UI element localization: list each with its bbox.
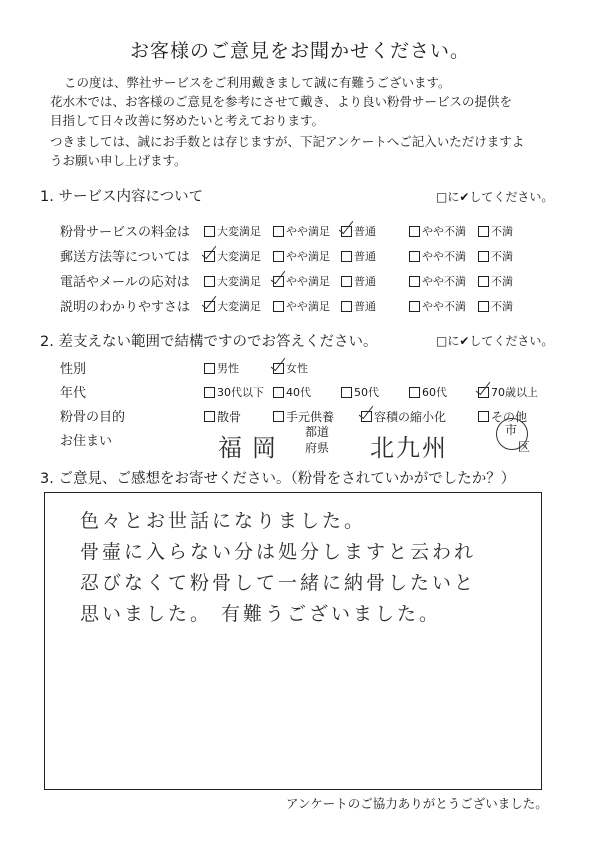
intro-line-1: この度は、弊社サービスをご利用戴きまして誠に有難うございます。 — [64, 75, 451, 90]
section2-check-hint: □に✔してください。 — [436, 334, 554, 348]
checkbox-neutral[interactable] — [341, 301, 352, 312]
section1-title: 1. サービス内容について — [40, 189, 204, 205]
checkbox-very-satisfied[interactable] — [204, 276, 215, 287]
section1-check-hint: □に✔してください。 — [436, 190, 554, 204]
gender-option-female[interactable]: 女性 — [273, 360, 308, 376]
section1-option-very-satisfied[interactable]: 大変満足 — [204, 248, 261, 264]
section1-option-somewhat-satisfied[interactable]: やや満足 — [273, 298, 330, 314]
checkbox-somewhat-satisfied[interactable] — [273, 226, 284, 237]
age-option-40s[interactable]: 40代 — [273, 384, 311, 400]
section1-option-neutral[interactable]: 普通 — [341, 273, 376, 289]
checkbox-female[interactable] — [273, 363, 284, 374]
comment-line-4: 思いました。 有難うございました。 — [80, 603, 442, 625]
checkbox-neutral[interactable] — [341, 251, 352, 262]
purpose-option-other[interactable]: その他 — [478, 408, 527, 425]
section1-option-dissatisfied[interactable]: 不満 — [478, 273, 513, 289]
age-option-60s[interactable]: 60代 — [409, 384, 447, 400]
residence-city-suffix-top: 市 — [505, 423, 518, 437]
section1-option-somewhat-dissatisfied[interactable]: やや不満 — [409, 248, 466, 264]
section1-option-somewhat-dissatisfied[interactable]: やや不満 — [409, 298, 466, 314]
checkbox-very-satisfied[interactable] — [204, 251, 215, 262]
checkbox-neutral[interactable] — [341, 276, 352, 287]
residence-city: 北九州 — [370, 434, 448, 462]
residence-city-suffix-bottom: 区 — [518, 440, 531, 454]
age-label: 年代 — [60, 386, 87, 401]
section1-option-very-satisfied[interactable]: 大変満足 — [204, 298, 261, 314]
checkbox-age-70-plus[interactable] — [478, 387, 489, 398]
checkbox-very-satisfied[interactable] — [204, 226, 215, 237]
residence-label: お住まい — [60, 434, 113, 449]
residence-prefecture: 福岡 — [218, 434, 286, 462]
section1-option-somewhat-dissatisfied[interactable]: やや不満 — [409, 223, 466, 239]
checkbox-dissatisfied[interactable] — [478, 276, 489, 287]
checkbox-dissatisfied[interactable] — [478, 251, 489, 262]
section1-row-label: 郵送方法等については — [60, 250, 190, 265]
checkbox-scatter[interactable] — [204, 411, 215, 422]
section1-row-label: 説明のわかりやすさは — [60, 300, 191, 315]
intro-line-4: つきましては、誠にお手数とは存じますが、下記アンケートへご記入いただけますよ — [50, 134, 525, 149]
purpose-option-volume-reduction[interactable]: 容積の縮小化 — [361, 408, 446, 425]
checkbox-somewhat-dissatisfied[interactable] — [409, 301, 420, 312]
purpose-option-scatter[interactable]: 散骨 — [204, 408, 241, 425]
residence-pref-suffix-bottom: 府県 — [305, 441, 330, 455]
intro-line-5: うお願い申し上げます。 — [50, 153, 187, 168]
section1-option-somewhat-dissatisfied[interactable]: やや不満 — [409, 273, 466, 289]
intro-line-3: 目指して日々改善に努めたいと考えております。 — [50, 113, 325, 128]
section1-option-somewhat-satisfied[interactable]: やや満足 — [273, 248, 330, 264]
footer-thanks: アンケートのご協力ありがとうございました。 — [286, 796, 548, 811]
section1-row-label: 電話やメールの応対は — [60, 275, 190, 290]
section3-title: 3. ご意見、ご感想をお寄せください。（粉骨をされていかがでしたか？） — [40, 471, 516, 487]
section1-option-dissatisfied[interactable]: 不満 — [478, 223, 513, 239]
purpose-label: 粉骨の目的 — [60, 410, 126, 425]
section2-title: 2. 差支えない範囲で結構ですのでお答えください。 — [40, 334, 378, 350]
checkbox-somewhat-dissatisfied[interactable] — [409, 251, 420, 262]
intro-line-2: 花水木では、お客様のご意見を参考にさせて戴き、より良い粉骨サービスの提供を — [50, 94, 513, 109]
section1-option-neutral[interactable]: 普通 — [341, 248, 376, 264]
page-title: お客様のご意見をお聞かせください。 — [129, 40, 470, 62]
checkbox-somewhat-dissatisfied[interactable] — [409, 276, 420, 287]
checkbox-volume-reduction[interactable] — [361, 411, 372, 422]
checkbox-male[interactable] — [204, 363, 215, 374]
section1-row-label: 粉骨サービスの料金は — [60, 225, 191, 240]
age-option-70-plus[interactable]: 70歳以上 — [478, 384, 538, 400]
checkbox-age-60s[interactable] — [409, 387, 420, 398]
checkbox-keepsake[interactable] — [273, 411, 284, 422]
comment-line-1: 色々とお世話になりました。 — [80, 510, 367, 532]
checkbox-somewhat-satisfied[interactable] — [273, 251, 284, 262]
checkbox-dissatisfied[interactable] — [478, 226, 489, 237]
checkbox-somewhat-satisfied[interactable] — [273, 301, 284, 312]
checkbox-other[interactable] — [478, 411, 489, 422]
gender-label: 性別 — [60, 362, 87, 377]
checkbox-age-30s-under[interactable] — [204, 387, 215, 398]
comment-line-3: 忍びなくて粉骨して一緒に納骨したいと — [80, 572, 477, 594]
section1-option-very-satisfied[interactable]: 大変満足 — [204, 223, 261, 239]
checkbox-age-40s[interactable] — [273, 387, 284, 398]
section1-option-dissatisfied[interactable]: 不満 — [478, 248, 513, 264]
section1-option-neutral[interactable]: 普通 — [341, 298, 376, 314]
section1-option-neutral[interactable]: 普通 — [341, 223, 376, 239]
section1-option-somewhat-satisfied[interactable]: やや満足 — [273, 223, 330, 239]
section1-option-somewhat-satisfied[interactable]: やや満足 — [273, 273, 330, 289]
section1-option-very-satisfied[interactable]: 大変満足 — [204, 273, 261, 289]
purpose-option-keepsake[interactable]: 手元供養 — [273, 408, 334, 425]
checkbox-age-50s[interactable] — [341, 387, 352, 398]
gender-option-male[interactable]: 男性 — [204, 360, 239, 376]
comment-line-2: 骨壷に入らない分は処分しますと云われ — [80, 541, 477, 563]
residence-pref-suffix-top: 都道 — [305, 425, 330, 439]
checkbox-dissatisfied[interactable] — [478, 301, 489, 312]
checkbox-somewhat-dissatisfied[interactable] — [409, 226, 420, 237]
age-option-50s[interactable]: 50代 — [341, 384, 379, 400]
checkbox-somewhat-satisfied[interactable] — [273, 276, 284, 287]
age-option-30s-under[interactable]: 30代以下 — [204, 384, 264, 400]
checkbox-neutral[interactable] — [341, 226, 352, 237]
section1-option-dissatisfied[interactable]: 不満 — [478, 298, 513, 314]
checkbox-very-satisfied[interactable] — [204, 301, 215, 312]
